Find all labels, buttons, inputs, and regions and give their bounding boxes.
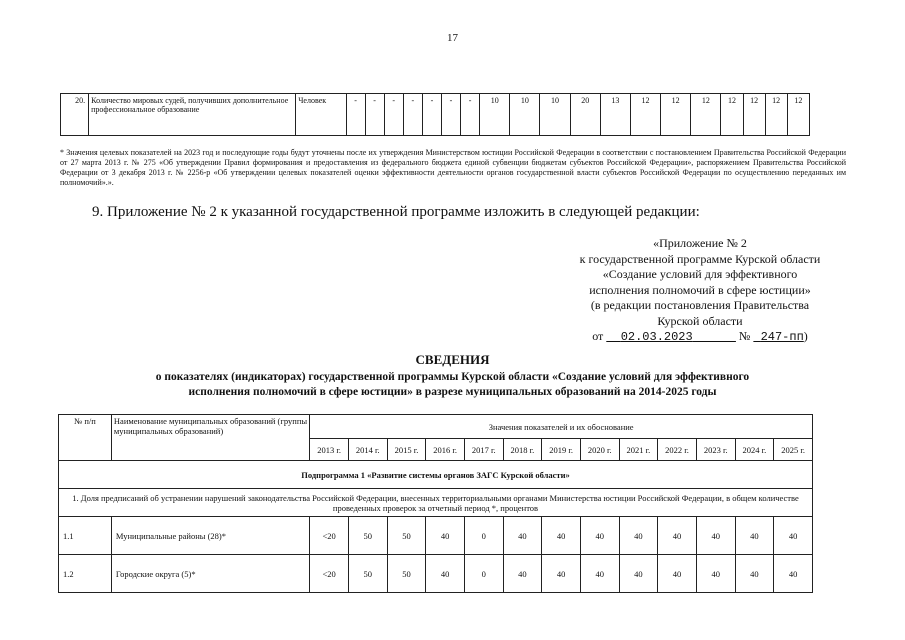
- value-cell: 50: [348, 555, 387, 593]
- header-values: Значения показателей и их обоснование: [310, 415, 813, 439]
- year-header: 2022 г.: [658, 439, 697, 461]
- value-cell: 40: [774, 517, 813, 555]
- year-header: 2016 г.: [426, 439, 465, 461]
- value-cell: 40: [542, 517, 581, 555]
- value-cell: 40: [580, 517, 619, 555]
- table-row: [61, 94, 810, 136]
- item-9-text: 9. Приложение № 2 к указанной государственной программе изложить в следующей редакции:: [92, 204, 700, 220]
- annex-line: Курской области: [657, 313, 743, 328]
- value-cell: 40: [426, 517, 465, 555]
- value-cell: 40: [735, 555, 774, 593]
- resolution-date: 02.03.2023: [620, 330, 693, 344]
- value-cell: 10: [510, 94, 540, 136]
- value-cell: 10: [480, 94, 510, 136]
- indicator-title: 1. Доля предписаний об устранении нарушений законодательства Российской Федерации, внесенных территориальными органами Министерства юстиции Российской Федерации, в общем количестве проведенных проверок за отчетный период *, процентов: [59, 489, 813, 517]
- year-header: 2014 г.: [348, 439, 387, 461]
- value-cell: 40: [658, 517, 697, 555]
- year-header: 2015 г.: [387, 439, 426, 461]
- header-num: № п/п: [59, 415, 112, 461]
- svedeniya-subtitle-2: исполнения полномочий в сфере юстиции» в разрезе муниципальных образований на 2014-2025 годы: [188, 386, 717, 398]
- value-cell: 40: [696, 517, 735, 555]
- value-cell: 12: [721, 94, 743, 136]
- value-cell: 40: [542, 555, 581, 593]
- row-number: 1.2: [59, 555, 112, 593]
- value-cell: 0: [464, 555, 503, 593]
- value-cell: 50: [387, 517, 426, 555]
- value-cell: 40: [580, 555, 619, 593]
- value-cell: 40: [735, 517, 774, 555]
- row-unit: Человек: [296, 94, 346, 136]
- value-cell: 50: [387, 555, 426, 593]
- value-cell: 12: [691, 94, 721, 136]
- value-cell: 0: [464, 517, 503, 555]
- value-cell: 40: [426, 555, 465, 593]
- value-cell: -: [461, 94, 480, 136]
- value-cell: 40: [619, 555, 658, 593]
- year-header: 2023 г.: [696, 439, 735, 461]
- value-cell: -: [441, 94, 460, 136]
- annex-line: «Создание условий для эффективного: [602, 267, 798, 281]
- row-name: Количество мировых судей, получивших дополнительное профессиональное образование: [89, 94, 296, 136]
- page-number: 17: [447, 32, 458, 44]
- value-cell: 12: [743, 94, 765, 136]
- row-name: Городские округа (5)*: [111, 555, 309, 593]
- value-cell: 40: [619, 517, 658, 555]
- value-cell: 40: [503, 517, 542, 555]
- value-cell: -: [403, 94, 422, 136]
- value-cell: -: [384, 94, 403, 136]
- value-cell: -: [365, 94, 384, 136]
- value-cell: <20: [310, 555, 349, 593]
- annex-line: исполнения полномочий в сфере юстиции»: [589, 282, 811, 297]
- indicators-table-continuation: [60, 93, 810, 136]
- subprogram-title: Подпрограмма 1 «Развитие системы органов ЗАГС Курской области»: [59, 461, 813, 489]
- value-cell: 12: [765, 94, 787, 136]
- annex-line: (в редакции постановления Правительства: [590, 298, 810, 312]
- annex-date-line: [555, 329, 845, 346]
- value-cell: 12: [787, 94, 809, 136]
- value-cell: 40: [696, 555, 735, 593]
- year-header: 2021 г.: [619, 439, 658, 461]
- header-name: Наименование муниципальных образований (группы муниципальных образований): [111, 415, 309, 461]
- value-cell: -: [422, 94, 441, 136]
- footnote: * Значения целевых показателей на 2023 год и последующие годы будут уточнены после их утверждения Министерством юстиции Российской Федерации в соответствии с постановлением Правительства Российской Федерации от 27 марта 2013 г. № 275 «Об утверждении Правил формирования и предоставления из федерального бюджета единой субвенции бюджетам субъектов Российской Федерации», распоряжением Правительства Российской Федерации от 3 декабря 2013 г. № 2256-р «Об утверждении целевых показателей оценки эффективности деятельности органов государственной власти субъектов Российской Федерации по осуществлению переданных им полномочий».».: [60, 148, 846, 187]
- value-cell: 40: [658, 555, 697, 593]
- value-cell: 12: [630, 94, 660, 136]
- number-label: №: [738, 329, 751, 343]
- year-header: 2019 г.: [542, 439, 581, 461]
- value-cell: 13: [600, 94, 630, 136]
- value-cell: -: [346, 94, 365, 136]
- closing-paren: ): [803, 329, 808, 343]
- value-cell: 10: [540, 94, 570, 136]
- municipal-indicators-table: [58, 414, 813, 593]
- value-cell: 40: [774, 555, 813, 593]
- annex-header: [555, 236, 845, 346]
- table-row: [59, 555, 813, 593]
- svedeniya-title: СВЕДЕНИЯ: [415, 352, 490, 367]
- value-cell: 20: [570, 94, 600, 136]
- header-row: [59, 415, 813, 439]
- value-cell: 40: [503, 555, 542, 593]
- year-header: 2025 г.: [774, 439, 813, 461]
- row-name: Муниципальные районы (28)*: [111, 517, 309, 555]
- annex-line: к государственной программе Курской области: [579, 251, 821, 266]
- svedeniya-subtitle-1: о показателях (индикаторах) государственной программы Курской области «Создание условий для эффективного: [155, 371, 750, 383]
- table-row: [59, 517, 813, 555]
- annex-line: «Приложение № 2: [653, 236, 747, 250]
- row-number: 1.1: [59, 517, 112, 555]
- year-header: 2017 г.: [464, 439, 503, 461]
- indicator-row: [59, 489, 813, 517]
- year-header: 2020 г.: [580, 439, 619, 461]
- subprogram-row: [59, 461, 813, 489]
- resolution-number: 247-пп: [760, 330, 804, 344]
- year-header: 2018 г.: [503, 439, 542, 461]
- from-label: от: [592, 329, 604, 343]
- row-number: 20.: [61, 94, 89, 136]
- year-header: 2013 г.: [310, 439, 349, 461]
- value-cell: 50: [348, 517, 387, 555]
- value-cell: 12: [661, 94, 691, 136]
- year-header: 2024 г.: [735, 439, 774, 461]
- value-cell: <20: [310, 517, 349, 555]
